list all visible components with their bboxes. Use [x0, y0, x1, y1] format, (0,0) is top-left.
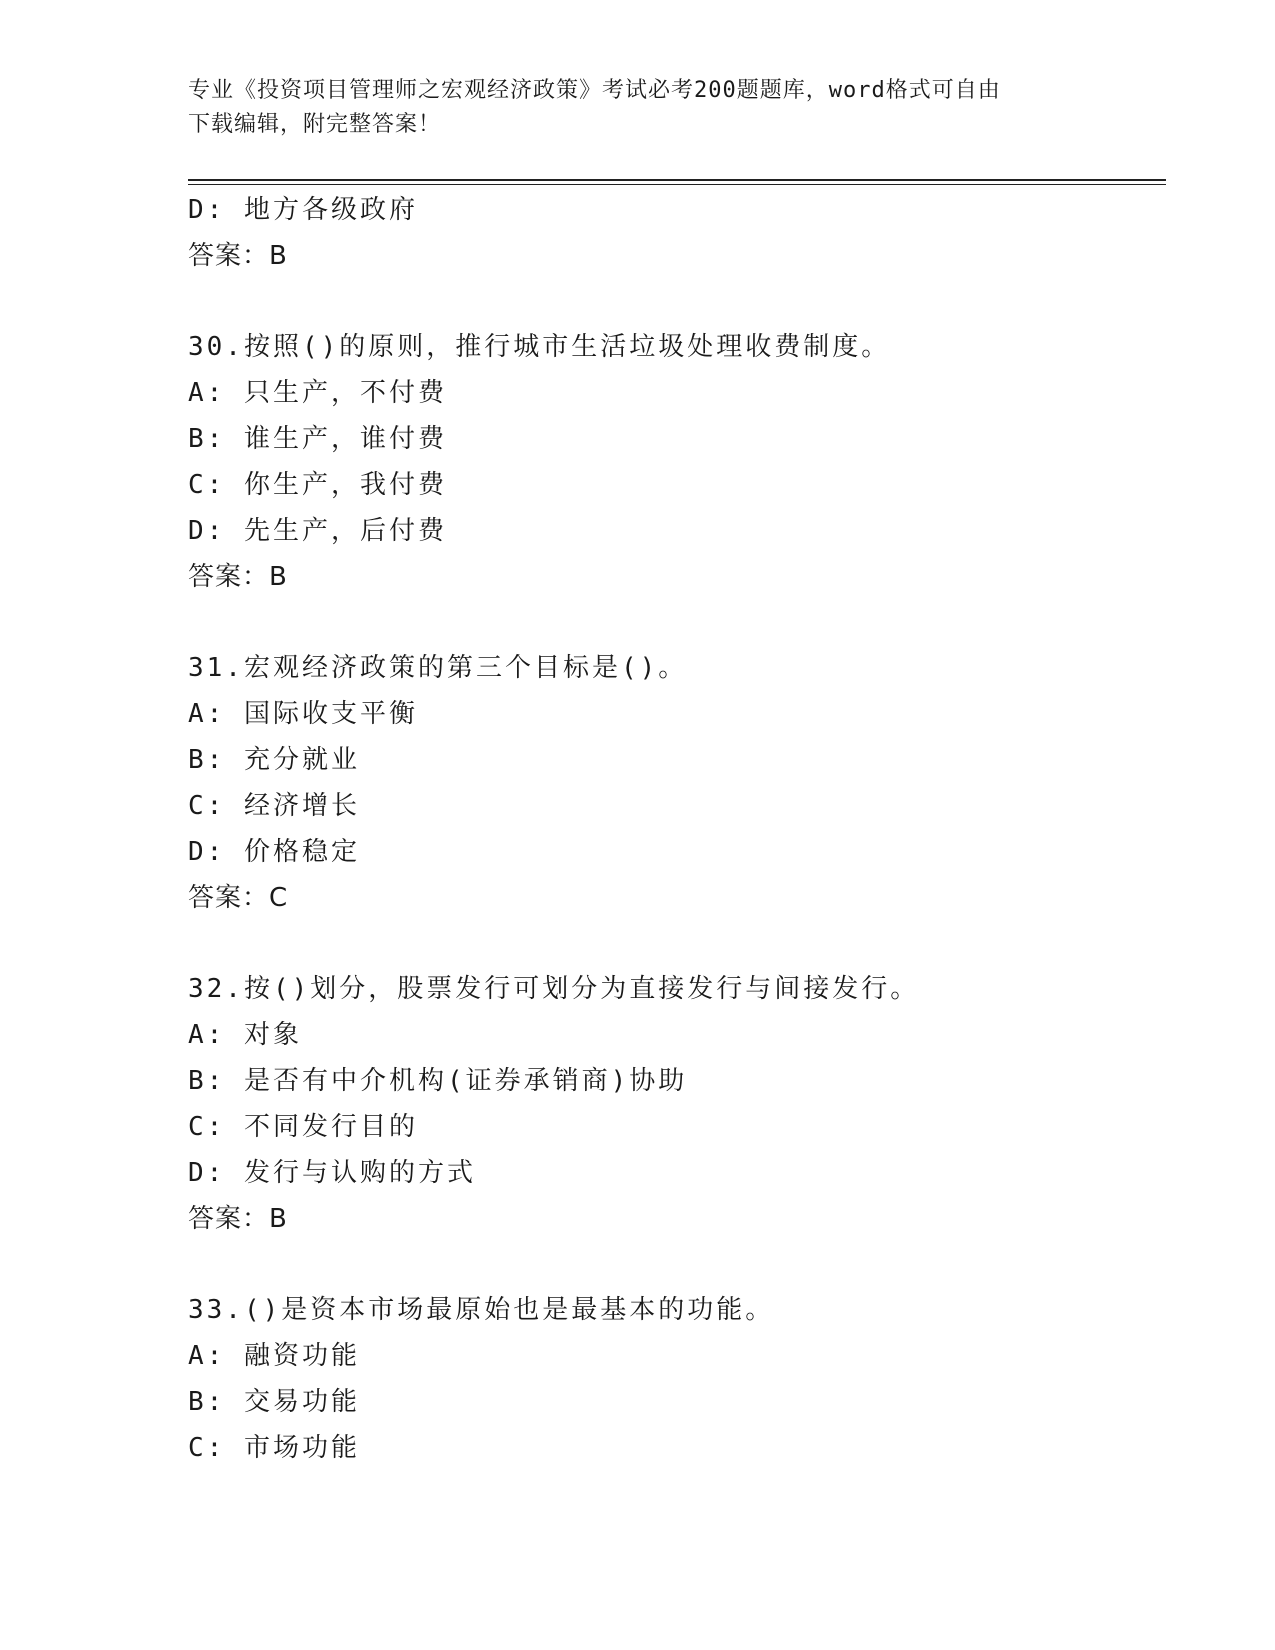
- option-b: B: 谁生产，谁付费: [188, 424, 447, 454]
- option-b: B: 交易功能: [188, 1387, 360, 1417]
- option-c: C: 市场功能: [188, 1433, 360, 1463]
- question-30: [188, 324, 1168, 600]
- option-d: D: 价格稳定: [188, 837, 360, 867]
- page-header: [188, 74, 1088, 142]
- question-31: [188, 645, 1168, 921]
- option-a: A: 只生产，不付费: [188, 378, 447, 408]
- option-c: C: 你生产，我付费: [188, 470, 447, 500]
- question-stem: 30.按照()的原则，推行城市生活垃圾处理收费制度。: [188, 332, 891, 362]
- spacer: [188, 279, 1168, 324]
- option-a: A: 国际收支平衡: [188, 699, 418, 729]
- question-list: [188, 187, 1168, 1471]
- question-stem: 33.()是资本市场最原始也是最基本的功能。: [188, 1295, 775, 1325]
- option-d: D: 地方各级政府: [188, 195, 418, 225]
- option-c: C: 经济增长: [188, 791, 360, 821]
- question-stem: 31.宏观经济政策的第三个目标是()。: [188, 653, 688, 683]
- option-d: D: 先生产，后付费: [188, 516, 447, 546]
- spacer: [188, 921, 1168, 966]
- header-line-2: 下载编辑，附完整答案！: [188, 112, 442, 137]
- spacer: [188, 1242, 1168, 1287]
- option-b: B: 充分就业: [188, 745, 360, 775]
- option-b: B: 是否有中介机构(证券承销商)协助: [188, 1066, 688, 1096]
- option-a: A: 融资功能: [188, 1341, 360, 1371]
- header-line-1: 专业《投资项目管理师之宏观经济政策》考试必考200题题库，word格式可自由: [188, 78, 1001, 103]
- header-divider-thick: [188, 179, 1166, 181]
- option-d: D: 发行与认购的方式: [188, 1158, 476, 1188]
- answer: 答案：C: [188, 883, 289, 913]
- question-32: [188, 966, 1168, 1242]
- question-stem: 32.按()划分，股票发行可划分为直接发行与间接发行。: [188, 974, 920, 1004]
- option-a: A: 对象: [188, 1020, 302, 1050]
- question-33: [188, 1287, 1168, 1471]
- answer: 答案：B: [188, 1204, 288, 1234]
- option-c: C: 不同发行目的: [188, 1112, 418, 1142]
- header-divider-thin: [188, 184, 1166, 185]
- answer: 答案：B: [188, 241, 288, 271]
- answer: 答案：B: [188, 562, 288, 592]
- spacer: [188, 600, 1168, 645]
